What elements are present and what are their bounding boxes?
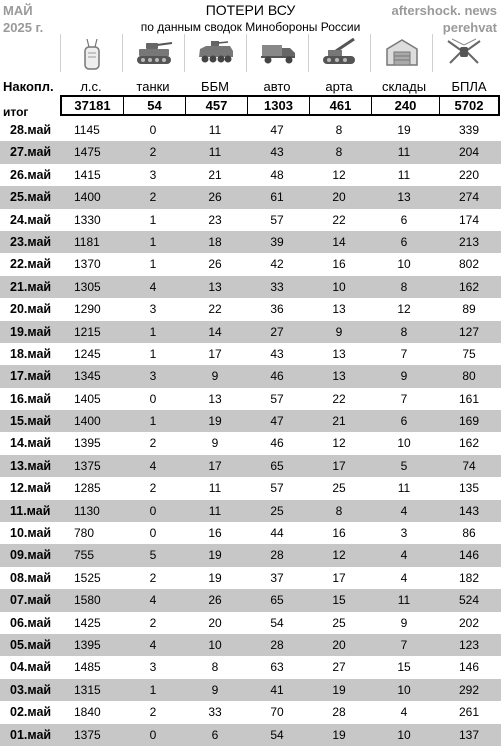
warehouse-icon (370, 34, 432, 72)
total-auto: 1303 (248, 97, 310, 114)
cell-auto: 63 (270, 660, 284, 675)
table-row (0, 544, 501, 566)
cell-uav: 524 (458, 593, 480, 608)
table-row (0, 388, 501, 410)
cell-tanks: 2 (149, 570, 157, 585)
cell-tanks: 2 (149, 145, 157, 160)
cell-tanks: 0 (149, 727, 157, 742)
cell-tanks: 3 (149, 302, 157, 317)
row-date: 17.май (10, 369, 52, 384)
cell-artillery: 16 (332, 526, 346, 541)
table-row (0, 455, 501, 477)
total-label: итог (3, 105, 29, 119)
cell-artillery: 22 (332, 391, 346, 406)
cell-uav: 182 (458, 570, 480, 585)
cell-tanks: 2 (149, 436, 157, 451)
cell-personnel: 1580 (74, 593, 101, 608)
cell-bbm: 19 (208, 548, 222, 563)
truck-icon (246, 34, 308, 72)
tank-icon (122, 34, 184, 72)
cell-uav: 174 (458, 212, 480, 227)
cell-tanks: 2 (149, 615, 157, 630)
cell-artillery: 19 (332, 682, 346, 697)
cell-artillery: 16 (332, 257, 346, 272)
cell-auto: 27 (270, 324, 284, 339)
cell-bbm: 11 (208, 481, 222, 496)
cell-personnel: 1840 (74, 705, 101, 720)
row-date: 03.май (10, 682, 52, 697)
cell-artillery: 17 (332, 458, 346, 473)
cell-personnel: 1370 (74, 257, 101, 272)
cell-uav: 162 (458, 436, 480, 451)
table-row (0, 231, 501, 253)
cell-tanks: 1 (149, 257, 157, 272)
cell-artillery: 13 (332, 369, 346, 384)
cell-tanks: 3 (149, 369, 157, 384)
cell-uav: 135 (458, 481, 480, 496)
cell-depots: 3 (400, 526, 408, 541)
cell-bbm: 19 (208, 414, 222, 429)
cell-auto: 39 (270, 234, 284, 249)
cell-artillery: 20 (332, 637, 346, 652)
cell-depots: 10 (397, 727, 411, 742)
row-date: 28.май (10, 123, 52, 137)
cell-personnel: 1305 (74, 279, 101, 294)
table-row (0, 298, 501, 320)
cell-depots: 10 (397, 682, 411, 697)
cell-depots: 10 (397, 436, 411, 451)
table-row (0, 500, 501, 522)
table-row (0, 141, 501, 163)
cell-bbm: 17 (208, 458, 222, 473)
cell-auto: 46 (270, 436, 284, 451)
month-label: МАЙ (3, 3, 33, 18)
cell-bbm: 20 (208, 615, 222, 630)
table-row (0, 589, 501, 611)
cell-bbm: 19 (208, 570, 222, 585)
row-date: 15.май (10, 414, 52, 429)
cell-personnel: 1181 (74, 234, 100, 249)
table-row (0, 186, 501, 208)
table-row (0, 276, 501, 298)
cell-auto: 47 (270, 414, 284, 429)
cell-uav: 204 (458, 145, 480, 160)
cell-personnel: 1475 (74, 145, 101, 160)
total-depots: 240 (372, 97, 440, 114)
cumulative-label: Накопл. (3, 79, 54, 94)
cell-personnel: 1345 (74, 369, 101, 384)
cell-auto: 54 (270, 615, 284, 630)
cell-tanks: 3 (149, 167, 157, 182)
row-date: 08.май (10, 570, 52, 585)
cell-auto: 25 (270, 503, 284, 518)
cell-personnel: 1330 (74, 212, 101, 227)
cell-uav: 274 (458, 190, 480, 205)
col-header-personnel: л.с. (80, 79, 102, 94)
row-date: 24.май (10, 212, 52, 227)
cell-depots: 8 (400, 279, 408, 294)
cell-tanks: 3 (149, 660, 157, 675)
table-row (0, 634, 501, 656)
cell-personnel: 1130 (74, 503, 100, 518)
cell-auto: 57 (270, 391, 284, 406)
cell-auto: 61 (270, 190, 284, 205)
table-row (0, 253, 501, 275)
artillery-icon (308, 34, 370, 72)
apc-icon (184, 34, 246, 72)
row-date: 20.май (10, 302, 52, 317)
cell-auto: 43 (270, 346, 284, 361)
cell-uav: 339 (458, 123, 480, 137)
cell-personnel: 1395 (74, 436, 101, 451)
cell-bbm: 26 (208, 257, 222, 272)
row-date: 25.май (10, 190, 52, 205)
row-date: 13.май (10, 458, 52, 473)
cell-uav: 802 (458, 257, 480, 272)
row-date: 04.май (10, 660, 52, 675)
cell-bbm: 13 (208, 391, 222, 406)
cell-uav: 162 (458, 279, 480, 294)
cell-artillery: 10 (332, 279, 346, 294)
cell-tanks: 0 (149, 123, 157, 137)
cell-bbm: 33 (208, 705, 222, 720)
cell-uav: 202 (458, 615, 480, 630)
cell-bbm: 9 (211, 436, 219, 451)
table-row (0, 410, 501, 432)
cell-depots: 10 (397, 257, 411, 272)
cell-personnel: 1425 (74, 615, 101, 630)
table-row (0, 432, 501, 454)
cell-tanks: 5 (149, 548, 157, 563)
cell-uav: 213 (458, 234, 480, 249)
col-header-auto: авто (263, 79, 291, 94)
cell-bbm: 11 (208, 145, 222, 160)
cell-depots: 4 (400, 705, 408, 720)
row-date: 26.май (10, 167, 52, 182)
table-row (0, 656, 501, 678)
cell-auto: 48 (270, 167, 284, 182)
cell-personnel: 1415 (74, 167, 101, 182)
source-aftershock: aftershock. news (391, 3, 497, 18)
cell-auto: 28 (270, 637, 284, 652)
cell-uav: 74 (462, 458, 476, 473)
col-header-uav: БПЛА (451, 79, 487, 94)
total-bbm: 457 (186, 97, 248, 114)
cell-depots: 7 (400, 637, 408, 652)
cell-artillery: 8 (335, 145, 343, 160)
cell-tanks: 4 (149, 637, 157, 652)
cell-artillery: 19 (332, 727, 346, 742)
cell-bbm: 14 (208, 324, 222, 339)
cell-personnel: 1400 (74, 414, 101, 429)
col-header-artillery: арта (325, 79, 353, 94)
cell-depots: 4 (400, 503, 408, 518)
cell-bbm: 9 (211, 682, 219, 697)
table-row (0, 522, 501, 544)
cell-bbm: 26 (208, 190, 222, 205)
row-date: 11.май (10, 503, 51, 518)
cell-bbm: 9 (211, 369, 219, 384)
cell-uav: 86 (462, 526, 476, 541)
cell-artillery: 22 (332, 212, 346, 227)
row-date: 14.май (10, 436, 52, 451)
cell-depots: 9 (400, 369, 408, 384)
drone-icon (432, 34, 494, 72)
row-date: 12.май (10, 481, 52, 496)
cell-depots: 13 (397, 190, 411, 205)
row-date: 16.май (10, 391, 52, 406)
cell-artillery: 25 (332, 481, 346, 496)
cell-bbm: 11 (208, 503, 222, 518)
cell-personnel: 1525 (74, 570, 101, 585)
table-row (0, 567, 501, 589)
table-row (0, 365, 501, 387)
row-date: 27.май (10, 145, 52, 160)
cell-artillery: 14 (332, 234, 346, 249)
cell-uav: 220 (458, 167, 480, 182)
cell-personnel: 1375 (74, 727, 101, 742)
table-row (0, 679, 501, 701)
table-row (0, 209, 501, 231)
row-date: 01.май (10, 727, 52, 742)
cell-tanks: 1 (149, 682, 157, 697)
cell-tanks: 2 (149, 190, 157, 205)
category-icons (60, 34, 500, 72)
cell-personnel: 780 (74, 526, 95, 541)
cell-tanks: 1 (149, 324, 157, 339)
cell-uav: 123 (458, 637, 480, 652)
cell-depots: 6 (400, 414, 408, 429)
cell-auto: 65 (270, 458, 284, 473)
total-personnel: 37181 (62, 97, 124, 114)
page-title: ПОТЕРИ ВСУ (205, 2, 296, 18)
cell-personnel: 1395 (74, 637, 101, 652)
cell-artillery: 12 (332, 548, 346, 563)
personnel-dogtag-icon (60, 34, 122, 72)
page-subtitle: по данным сводок Минобороны России (140, 20, 361, 34)
cell-auto: 46 (270, 369, 284, 384)
cell-auto: 57 (270, 212, 284, 227)
cell-auto: 42 (270, 257, 284, 272)
cell-bbm: 6 (211, 727, 219, 742)
cell-personnel: 1285 (74, 481, 101, 496)
cell-depots: 9 (400, 615, 408, 630)
table-row (0, 343, 501, 365)
totals-row (60, 95, 500, 116)
cell-auto: 44 (270, 526, 284, 541)
cell-uav: 292 (458, 682, 480, 697)
cell-artillery: 12 (332, 167, 346, 182)
row-date: 18.май (10, 346, 52, 361)
cell-tanks: 0 (149, 503, 157, 518)
table-row (0, 119, 501, 141)
cell-depots: 19 (397, 123, 411, 137)
cell-tanks: 4 (149, 593, 157, 608)
cell-depots: 4 (400, 548, 408, 563)
cell-personnel: 755 (74, 548, 95, 563)
cell-personnel: 1400 (74, 190, 101, 205)
row-date: 10.май (10, 526, 52, 541)
cell-depots: 11 (397, 145, 411, 160)
cell-tanks: 0 (149, 391, 157, 406)
cell-auto: 43 (270, 145, 284, 160)
cell-uav: 127 (458, 324, 480, 339)
cell-auto: 41 (270, 682, 284, 697)
cell-uav: 89 (462, 302, 476, 317)
cell-personnel: 1315 (74, 682, 101, 697)
cell-depots: 15 (397, 660, 411, 675)
cell-tanks: 2 (149, 705, 157, 720)
col-header-depots: склады (381, 79, 427, 94)
table-row (0, 724, 501, 746)
cell-bbm: 22 (208, 302, 222, 317)
cell-depots: 11 (397, 481, 411, 496)
col-header-tanks: танки (136, 79, 170, 94)
row-date: 21.май (10, 279, 52, 294)
cell-bbm: 17 (208, 346, 222, 361)
cell-tanks: 4 (149, 458, 157, 473)
cell-tanks: 1 (149, 212, 157, 227)
row-date: 09.май (10, 548, 52, 563)
cell-tanks: 1 (149, 414, 157, 429)
cell-bbm: 23 (208, 212, 222, 227)
year-label: 2025 г. (3, 20, 44, 35)
total-uav: 5702 (454, 98, 484, 113)
cell-tanks: 2 (149, 481, 157, 496)
cell-artillery: 20 (332, 190, 346, 205)
cell-uav: 143 (458, 503, 480, 518)
cell-artillery: 12 (332, 436, 346, 451)
cell-uav: 261 (458, 705, 480, 720)
cell-tanks: 0 (149, 526, 157, 541)
row-date: 07.май (10, 593, 52, 608)
cell-depots: 6 (400, 212, 408, 227)
cell-artillery: 15 (332, 593, 346, 608)
cell-artillery: 27 (332, 660, 346, 675)
row-date: 19.май (10, 324, 52, 339)
cell-depots: 11 (397, 593, 411, 608)
cell-personnel: 1245 (74, 346, 101, 361)
cell-uav: 137 (458, 727, 480, 742)
daily-losses-table (0, 119, 501, 746)
cell-uav: 75 (462, 346, 476, 361)
table-row (0, 321, 501, 343)
cell-depots: 12 (397, 302, 411, 317)
row-date: 06.май (10, 615, 52, 630)
cell-depots: 7 (400, 391, 408, 406)
cell-uav: 169 (458, 414, 480, 429)
cell-artillery: 17 (332, 570, 346, 585)
cell-depots: 4 (400, 570, 408, 585)
row-date: 23.май (10, 234, 52, 249)
cell-bbm: 8 (211, 660, 219, 675)
cell-artillery: 13 (332, 346, 346, 361)
table-row (0, 477, 501, 499)
cell-depots: 6 (400, 234, 408, 249)
cell-bbm: 16 (208, 526, 222, 541)
source-perehvat: perehvat (442, 20, 497, 35)
cell-bbm: 13 (208, 279, 222, 294)
table-row (0, 701, 501, 723)
row-date: 05.май (10, 637, 52, 652)
cell-artillery: 21 (332, 414, 346, 429)
cell-personnel: 1405 (74, 391, 101, 406)
cell-bbm: 10 (208, 637, 222, 652)
cell-auto: 36 (270, 302, 284, 317)
cell-depots: 8 (400, 324, 408, 339)
cell-bbm: 21 (208, 167, 222, 182)
cell-artillery: 13 (332, 302, 346, 317)
cell-auto: 57 (270, 481, 284, 496)
cell-personnel: 1215 (74, 324, 101, 339)
cell-uav: 161 (458, 391, 480, 406)
cell-uav: 80 (462, 369, 476, 384)
table-row (0, 612, 501, 634)
total-artillery: 461 (310, 97, 372, 114)
cell-auto: 65 (270, 593, 284, 608)
cell-auto: 54 (270, 727, 284, 742)
cell-bbm: 11 (208, 123, 222, 137)
col-header-bbm: ББМ (201, 79, 229, 94)
cell-bbm: 26 (208, 593, 222, 608)
cell-artillery: 8 (335, 123, 343, 137)
cell-artillery: 9 (335, 324, 343, 339)
header-sources (392, 2, 498, 36)
cell-artillery: 25 (332, 615, 346, 630)
cell-auto: 33 (270, 279, 284, 294)
total-tanks: 54 (124, 97, 186, 114)
cell-auto: 37 (270, 570, 284, 585)
cell-personnel: 1145 (74, 123, 100, 137)
cell-tanks: 1 (149, 346, 157, 361)
cell-auto: 28 (270, 548, 284, 563)
cell-auto: 70 (270, 705, 284, 720)
cell-tanks: 4 (149, 279, 157, 294)
cell-bbm: 18 (208, 234, 222, 249)
cell-depots: 5 (400, 458, 408, 473)
cell-auto: 47 (270, 123, 284, 137)
cell-uav: 146 (458, 660, 480, 675)
cell-personnel: 1290 (74, 302, 101, 317)
cell-personnel: 1375 (74, 458, 101, 473)
cell-uav: 146 (458, 548, 480, 563)
cell-depots: 7 (400, 346, 408, 361)
row-date: 02.май (10, 705, 52, 720)
cell-tanks: 1 (149, 234, 157, 249)
cell-personnel: 1485 (74, 660, 101, 675)
cell-artillery: 28 (332, 705, 346, 720)
table-row (0, 164, 501, 186)
row-date: 22.май (10, 257, 52, 272)
cell-artillery: 8 (335, 503, 343, 518)
cell-depots: 11 (397, 167, 411, 182)
